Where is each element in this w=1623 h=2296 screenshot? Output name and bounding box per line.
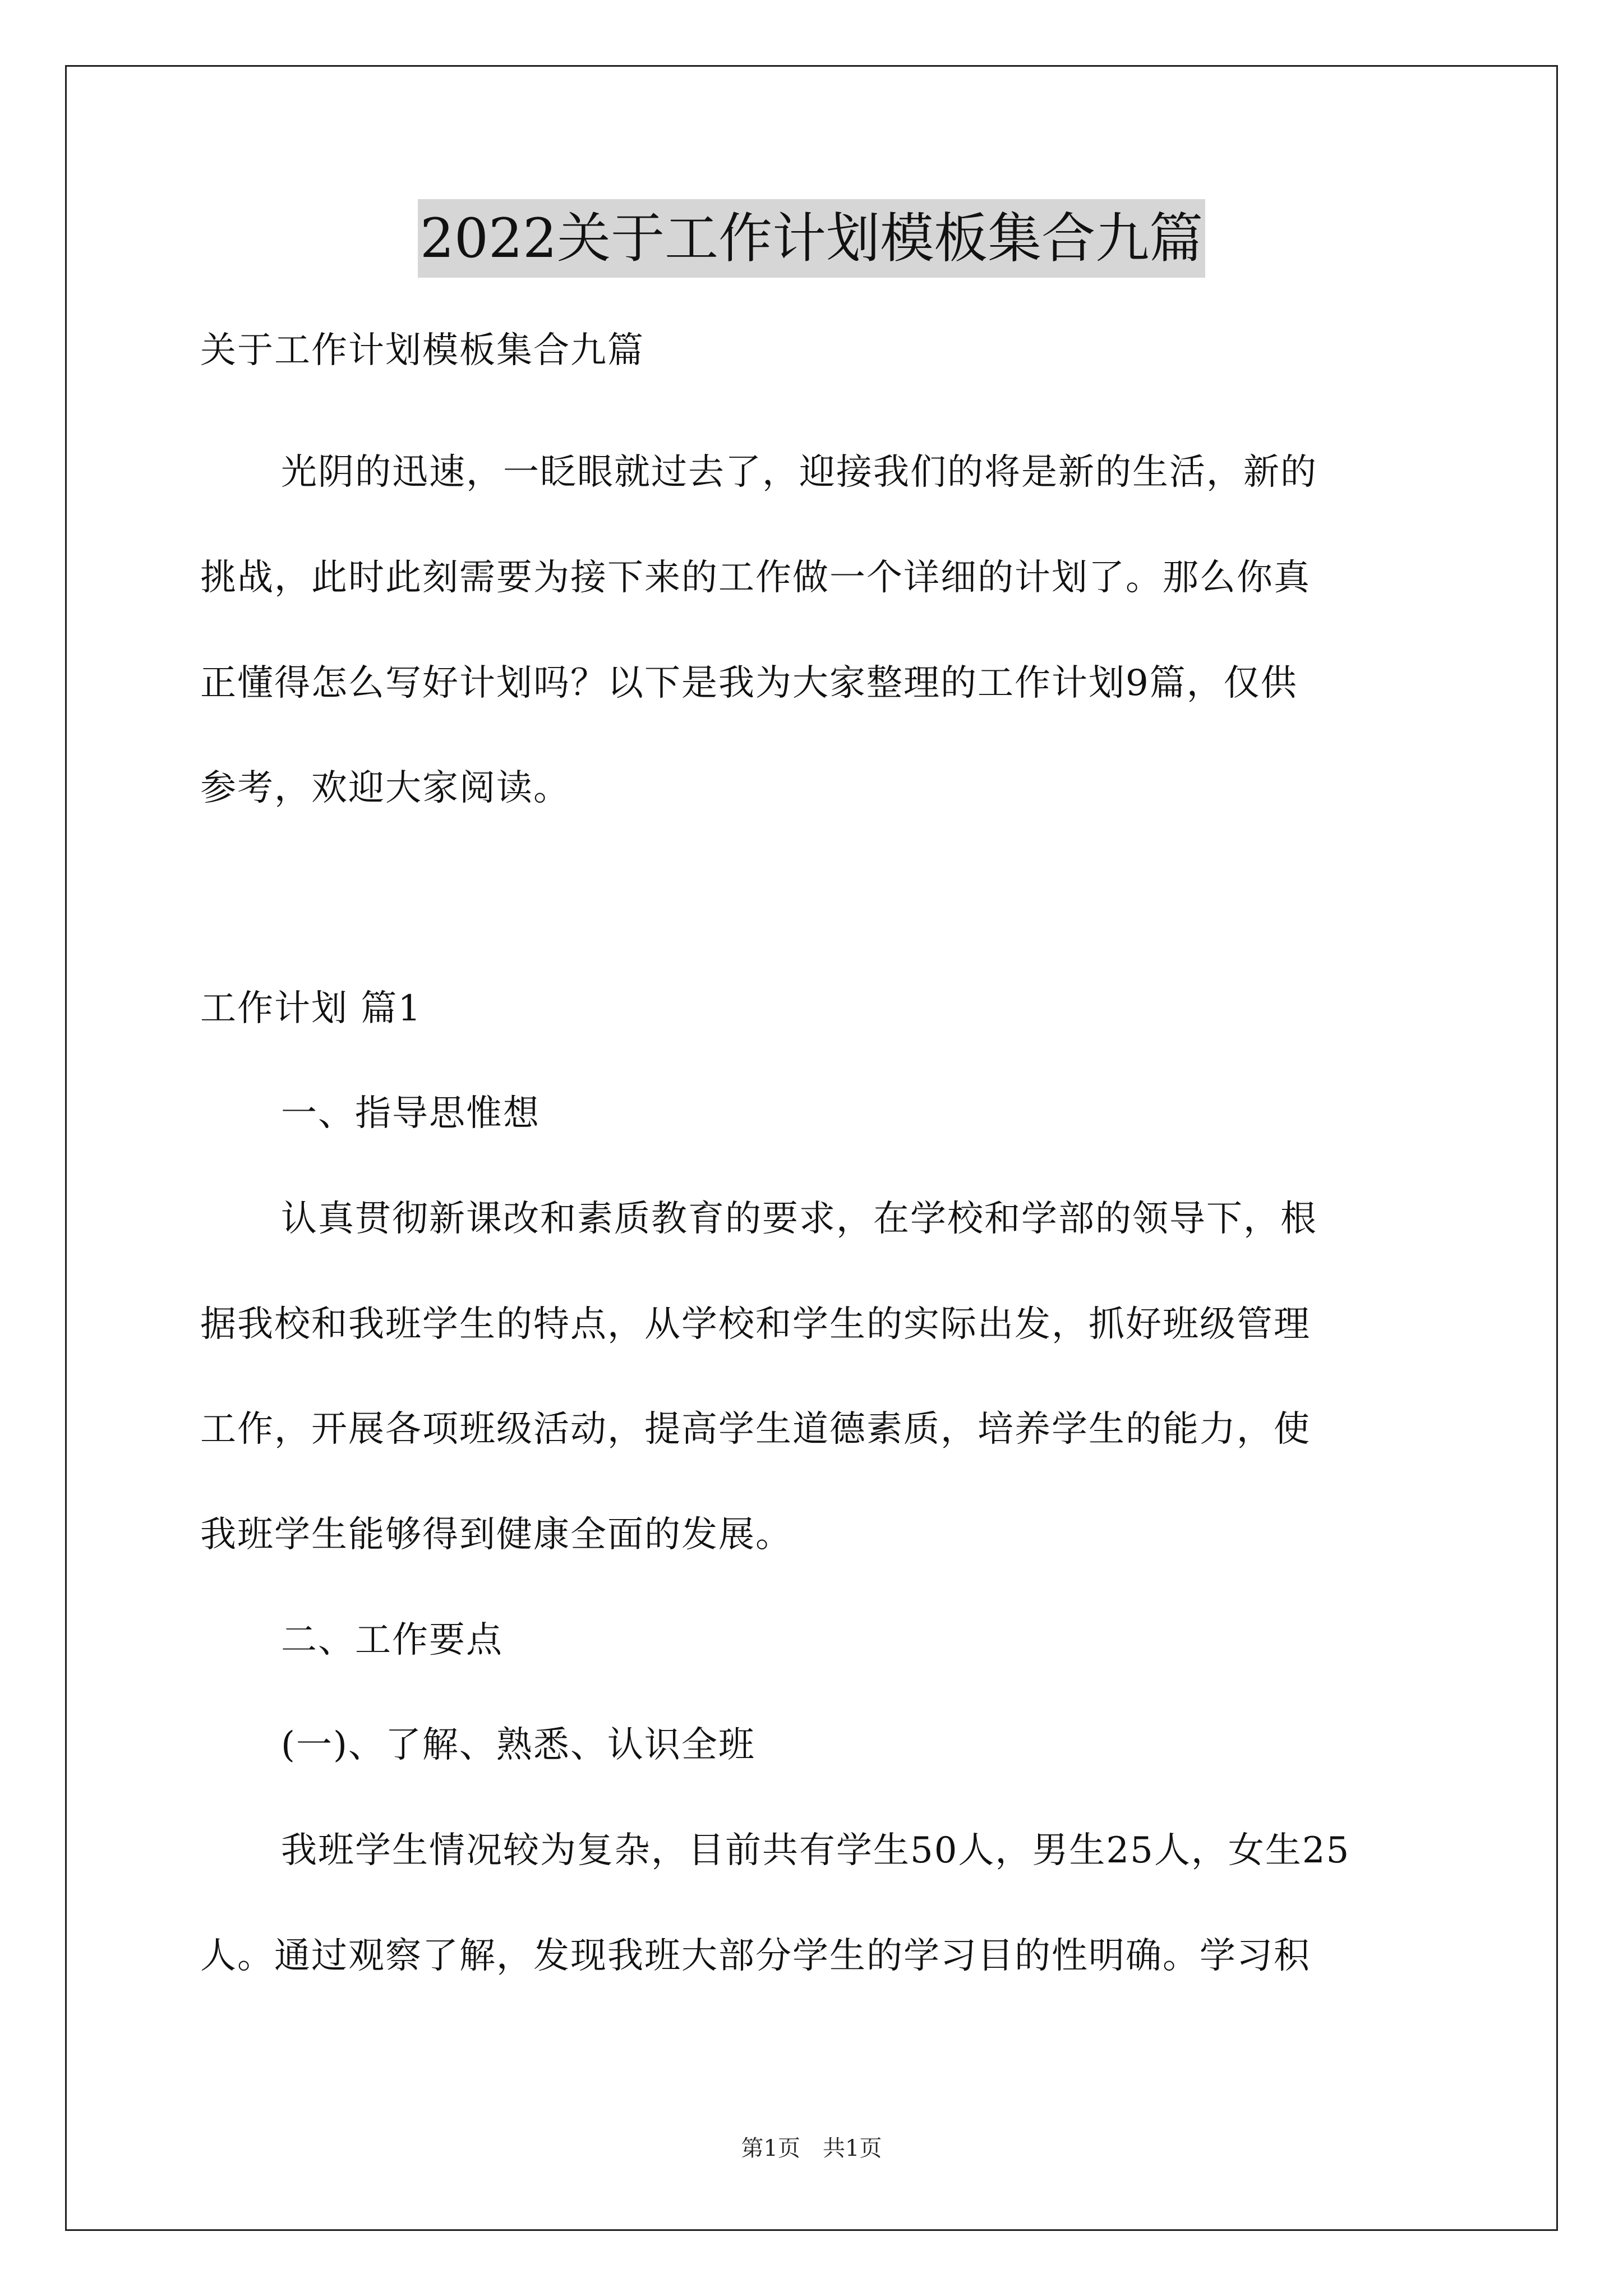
intro-line: 参考，欢迎大家阅读。 bbox=[200, 767, 570, 809]
section-heading: 工作计划 篇1 bbox=[200, 988, 422, 1029]
page-number: 第1页 共1页 bbox=[741, 2136, 882, 2161]
paragraph-line: 据我校和我班学生的特点，从学校和学生的实际出发，抓好班级管理 bbox=[200, 1304, 1311, 1345]
heading-work-points: 二、工作要点 bbox=[281, 1619, 503, 1661]
paragraph-line: 认真贯彻新课改和素质教育的要求，在学校和学部的领导下，根 bbox=[281, 1198, 1317, 1240]
document-title bbox=[0, 199, 1623, 278]
document-title-text: 2022关于工作计划模板集合九篇 bbox=[418, 199, 1205, 278]
intro-line: 挑战，此时此刻需要为接下来的工作做一个详细的计划了。那么你真 bbox=[200, 557, 1311, 599]
intro-line: 光阴的迅速，一眨眼就过去了，迎接我们的将是新的生活，新的 bbox=[281, 452, 1317, 493]
heading-know-class: (一)、了解、熟悉、认识全班 bbox=[281, 1724, 755, 1766]
paragraph-line: 人。通过观察了解，发现我班大部分学生的学习目的性明确。学习积 bbox=[200, 1935, 1311, 1977]
page-border bbox=[65, 65, 1558, 2231]
page-footer bbox=[0, 2134, 1623, 2162]
heading-guiding-thought: 一、指导思惟想 bbox=[281, 1093, 540, 1134]
paragraph-line: 我班学生能够得到健康全面的发展。 bbox=[200, 1514, 792, 1556]
paragraph-line: 我班学生情况较为复杂，目前共有学生50人，男生25人，女生25 bbox=[281, 1830, 1350, 1871]
intro-line: 正懂得怎么写好计划吗？以下是我为大家整理的工作计划9篇，仅供 bbox=[200, 662, 1298, 704]
document-subtitle: 关于工作计划模板集合九篇 bbox=[200, 330, 644, 371]
paragraph-line: 工作，开展各项班级活动，提高学生道德素质，培养学生的能力，使 bbox=[200, 1409, 1311, 1450]
